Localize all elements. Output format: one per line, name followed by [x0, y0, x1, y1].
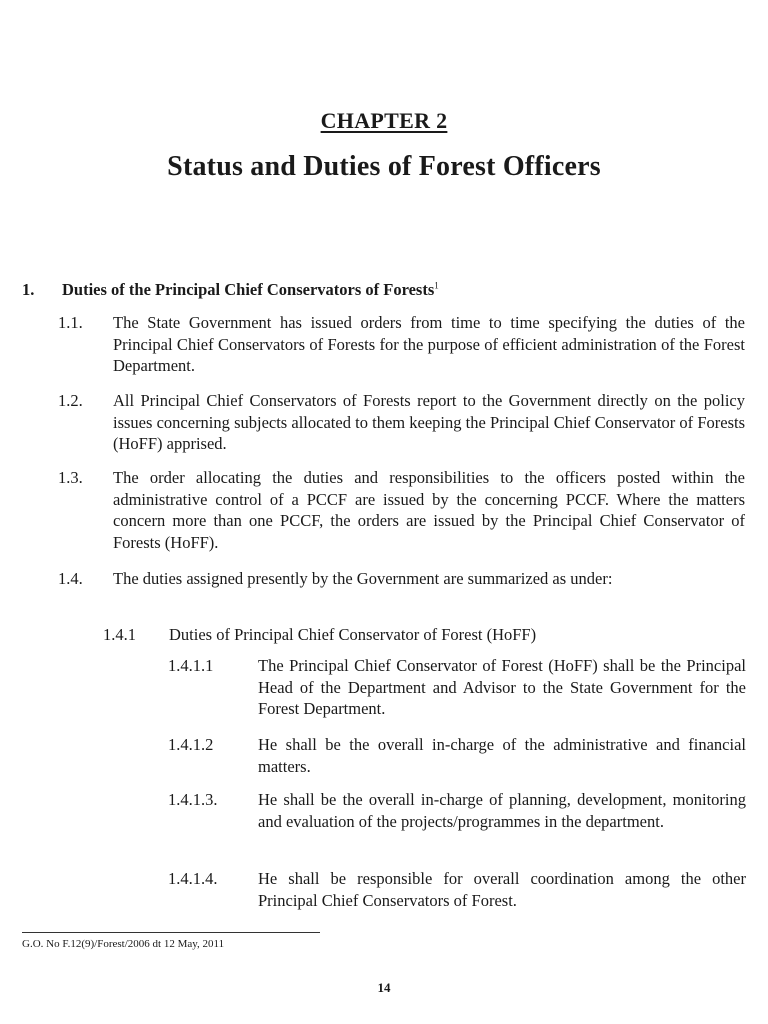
item-number: 1.4.1.3.: [168, 790, 218, 809]
section-number: 1.: [22, 280, 35, 299]
paragraph-text: The order allocating the duties and responsibilities to the officers posted within the administrative control of a PCCF are issued by the concerning PCCF. Where the matters concern more than one PCCF, the orders are issued by the Principal Chief Conservator of Forests (HoFF).: [113, 468, 745, 552]
page-number: 14: [377, 980, 391, 995]
item-text: He shall be the overall in-charge of the administrative and financial matters.: [258, 735, 746, 776]
section-heading: [22, 280, 752, 300]
footnote-divider: [22, 932, 320, 933]
chapter-title: Status and Duties of Forest Officers: [167, 151, 601, 182]
section-heading-text: Duties of the Principal Chief Conservators of Forests: [62, 280, 435, 299]
subsection-heading: [103, 625, 753, 645]
item-text: He shall be responsible for overall coordination among the other Principal Chief Conservators of Forest.: [258, 869, 746, 910]
paragraph-number: 1.4.: [58, 569, 83, 588]
paragraph-number: 1.3.: [58, 468, 83, 487]
paragraph-number: 1.1.: [58, 313, 83, 332]
paragraph-text: The State Government has issued orders from time to time specifying the duties of the Principal Chief Conservators of Forests for the purpose of efficient administration of the Forest Department.: [113, 313, 745, 375]
subsection-number: 1.4.1: [103, 625, 136, 644]
chapter-label: CHAPTER 2: [320, 108, 448, 133]
paragraph-text: All Principal Chief Conservators of Forests report to the Government directly on the policy issues concerning subjects allocated to them keeping the Principal Chief Conservator of Forests (HoFF) apprised.: [113, 391, 745, 453]
paragraph-text: The duties assigned presently by the Government are summarized as under:: [113, 569, 613, 588]
item-number: 1.4.1.4.: [168, 869, 218, 888]
item-number: 1.4.1.2: [168, 735, 214, 754]
subsection-title: Duties of Principal Chief Conservator of Forest (HoFF): [169, 625, 537, 644]
footnote: G.O. No F.12(9)/Forest/2006 dt 12 May, 2011: [22, 938, 225, 950]
item-text: He shall be the overall in-charge of planning, development, monitoring and evaluation of the projects/programmes in the department.: [258, 790, 746, 831]
paragraph-number: 1.2.: [58, 391, 83, 410]
footnote-marker: 1: [434, 280, 439, 291]
item-text: The Principal Chief Conservator of Forest (HoFF) shall be the Principal Head of the Department and Advisor to the State Government for the Forest Department.: [258, 656, 746, 718]
item-number: 1.4.1.1: [168, 656, 214, 675]
